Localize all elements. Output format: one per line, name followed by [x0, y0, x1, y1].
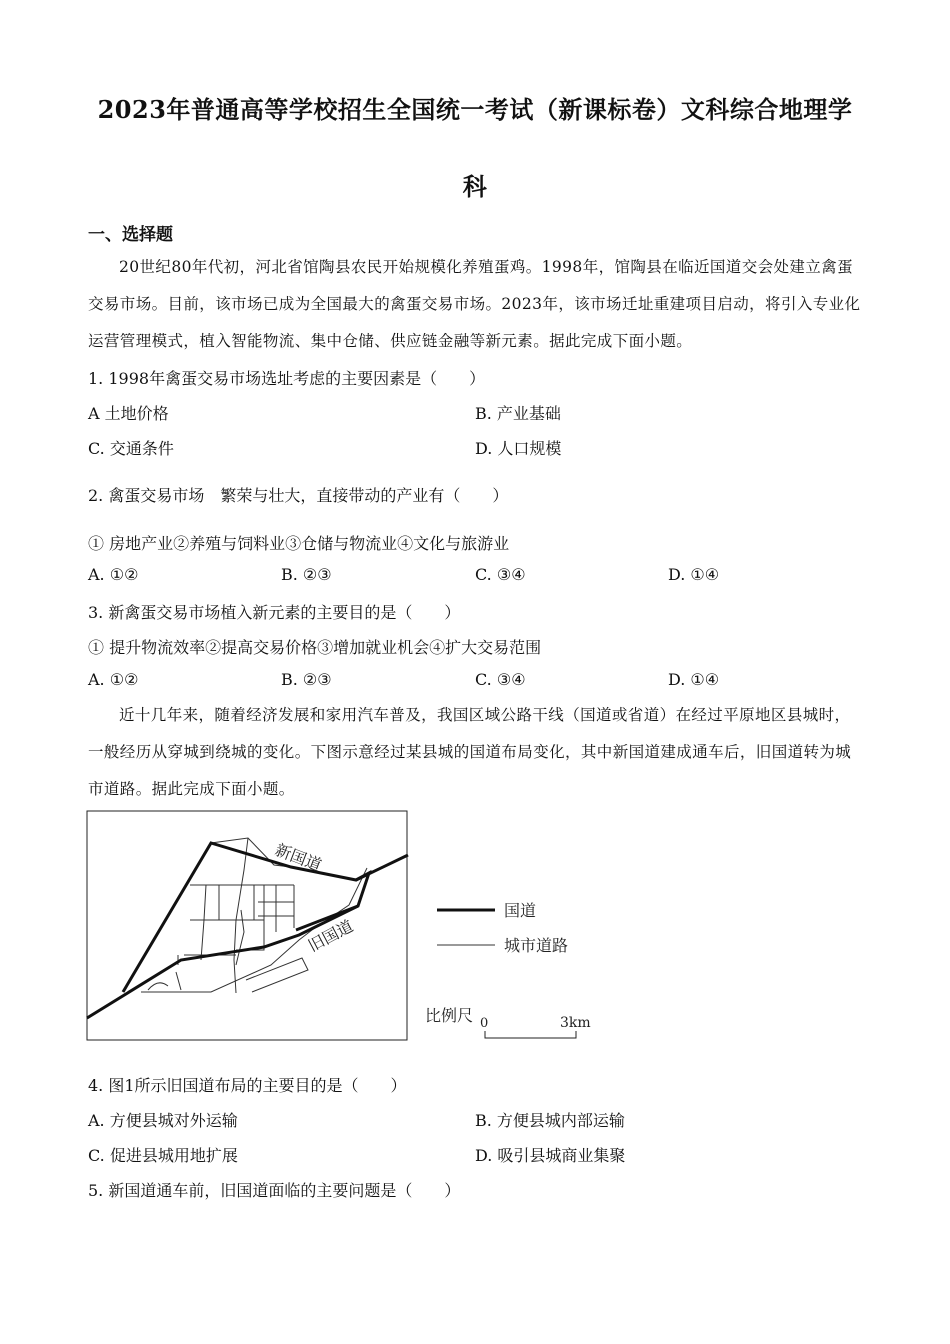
q3-option-d[interactable]: D. ①④ — [668, 670, 720, 689]
q2-option-c[interactable]: C. ③④ — [475, 565, 526, 584]
page-title-line2: 科 — [462, 172, 488, 201]
q4-option-c[interactable]: C. 促进县城用地扩展 — [88, 1146, 238, 1165]
q1-option-c[interactable]: C. 交通条件 — [88, 439, 174, 458]
q2-option-b[interactable]: B. ②③ — [281, 565, 332, 584]
q3-option-a[interactable]: A. ①② — [88, 670, 139, 689]
q2-option-d[interactable]: D. ①④ — [668, 565, 720, 584]
map-label-new-road: 新国道 — [272, 839, 325, 875]
page-title-line1: 2023年普通高等学校招生全国统一考试（新课标卷）文科综合地理学 — [97, 95, 853, 124]
q2-option-a[interactable]: A. ①② — [88, 565, 139, 584]
map-label-old-road: 旧国道 — [304, 916, 357, 956]
q1-option-b[interactable]: B. 产业基础 — [475, 404, 561, 423]
q1-option-a[interactable]: A 土地价格 — [88, 404, 169, 423]
q4-option-a[interactable]: A. 方便县城对外运输 — [88, 1111, 238, 1130]
section-heading: 一、选择题 — [88, 225, 173, 245]
q4-stem: 4. 图1所示旧国道布局的主要目的是（ ） — [88, 1076, 407, 1095]
passage-2: 近十几年来，随着经济发展和家用汽车普及，我国区域公路干线（国道或省道）在经过平原地区县城时，一般经历从穿城到绕城的变化。下图示意经过某县城的国道布局变化，其中新国道建成通车后，旧国道转为城市道路。据此完成下面小题。 — [88, 706, 852, 798]
national-roads — [87, 843, 408, 1018]
scale-label: 比例尺 — [425, 1006, 474, 1025]
legend-city-label: 城市道路 — [504, 936, 569, 955]
scale-zero: 0 — [480, 1016, 489, 1031]
q4-option-d[interactable]: D. 吸引县城商业集聚 — [475, 1146, 626, 1165]
legend-national-label: 国道 — [504, 901, 537, 920]
road-map-figure — [86, 810, 606, 1050]
passage-1: 20世纪80年代初，河北省馆陶县农民开始规模化养殖蛋鸡。1998年，馆陶县在临近国道交会处建立禽蛋交易市场。目前，该市场已成为全国最大的禽蛋交易市场。2023年，该市场迁址重建项目启动，将引入专业化运营管理模式，植入智能物流、集中仓储、供应链金融等新元素。据此完成下面小题。 — [88, 258, 861, 350]
q3-stem: 3. 新禽蛋交易市场植入新元素的主要目的是（ ） — [88, 603, 461, 622]
q2-items: ① 房地产业②养殖与饲料业③仓储与物流业④文化与旅游业 — [88, 534, 510, 553]
scale-end: 3km — [560, 1015, 591, 1031]
q1-stem: 1. 1998年禽蛋交易市场选址考虑的主要因素是（ ） — [88, 369, 486, 388]
q2-stem: 2. 禽蛋交易市场 繁荣与壮大，直接带动的产业有（ ） — [88, 486, 509, 505]
q4-option-b[interactable]: B. 方便县城内部运输 — [475, 1111, 625, 1130]
q3-option-c[interactable]: C. ③④ — [475, 670, 526, 689]
q3-items: ① 提升物流效率②提高交易价格③增加就业机会④扩大交易范围 — [88, 638, 542, 657]
q5-stem: 5. 新国道通车前，旧国道面临的主要问题是（ ） — [88, 1181, 461, 1200]
scale-bar — [485, 1031, 576, 1038]
q3-option-b[interactable]: B. ②③ — [281, 670, 332, 689]
q1-option-d[interactable]: D. 人口规模 — [475, 439, 562, 458]
new-national-road-link — [296, 873, 369, 930]
